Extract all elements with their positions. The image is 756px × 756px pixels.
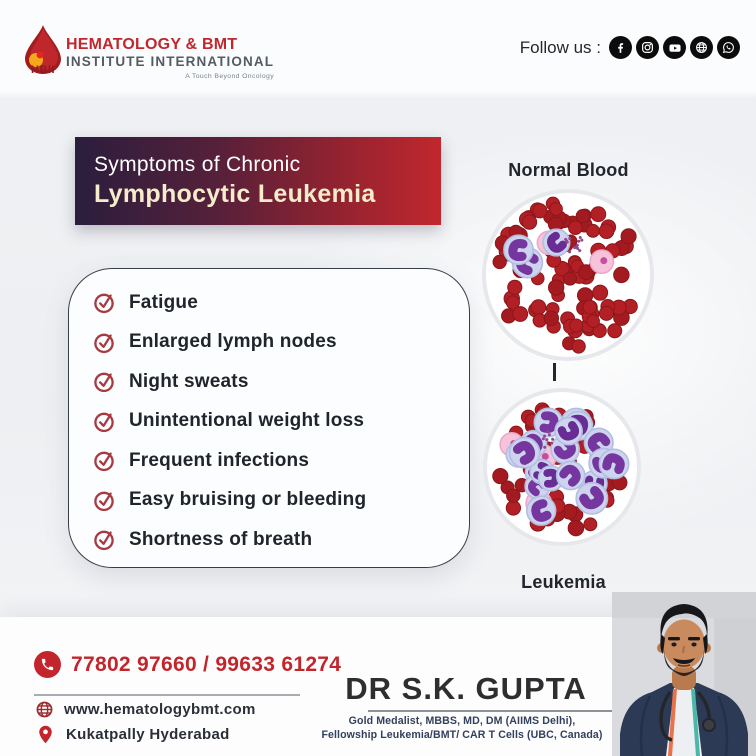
facebook-icon[interactable]	[609, 36, 632, 59]
social-icons	[609, 36, 740, 59]
check-icon	[93, 291, 116, 314]
check-icon	[93, 331, 116, 354]
symptom-item	[93, 362, 469, 402]
symptom-item	[93, 520, 469, 560]
brand-name: HEMATOLOGY & BMT	[66, 36, 238, 53]
brand-tagline: A Touch Beyond Oncology	[185, 72, 275, 80]
symptom-label: Enlarged lymph nodes	[129, 331, 337, 353]
doctor-credentials-line1: Gold Medalist, MBBS, MD, DM (AIIMS Delhi),	[348, 715, 576, 727]
leukemia-label: Leukemia	[521, 572, 606, 592]
doctor-credentials	[308, 715, 616, 743]
check-icon	[93, 410, 116, 433]
doctor-name-underline	[368, 710, 612, 712]
phone-icon	[34, 651, 61, 678]
symptom-item	[93, 481, 469, 521]
symptom-list	[93, 283, 469, 560]
title-line2: Lymphocytic Leukemia	[94, 180, 376, 208]
location-row	[38, 725, 230, 744]
follow-us-bar	[520, 36, 740, 59]
symptom-item	[93, 441, 469, 481]
doctor-credentials-line2: Fellowship Leukemia/BMT/ CAR T Cells (UBC, Canada)	[321, 728, 603, 741]
brand-subname: INSTITUTE INTERNATIONAL	[66, 54, 275, 70]
contact-divider	[34, 694, 300, 696]
leukemia-blood-image	[483, 388, 641, 546]
check-icon	[93, 528, 116, 551]
youtube-icon[interactable]	[663, 36, 686, 59]
check-icon	[93, 370, 116, 393]
brand-block	[66, 36, 274, 80]
symptom-item	[93, 323, 469, 363]
website-text: www.hematologybmt.com	[64, 701, 256, 718]
follow-us-label: Follow us :	[519, 37, 601, 57]
symptom-label: Frequent infections	[129, 449, 310, 471]
website-row[interactable]	[36, 701, 256, 718]
phone-row[interactable]	[34, 651, 341, 678]
globe-icon	[36, 701, 53, 718]
symptom-label: Fatigue	[129, 291, 198, 313]
title-line1: Symptoms of Chronic	[94, 153, 301, 176]
normal-blood-label: Normal Blood	[508, 160, 629, 180]
circle-connector-line	[553, 363, 556, 381]
symptoms-card	[68, 268, 470, 568]
doctor-name: DR S.K. GUPTA	[345, 671, 587, 706]
phone-numbers: 77802 97660 / 99633 61274	[71, 652, 342, 676]
symptom-label: Unintentional weight loss	[129, 410, 365, 432]
instagram-icon[interactable]	[636, 36, 659, 59]
symptom-item	[93, 283, 469, 323]
location-pin-icon	[38, 725, 53, 744]
logo-acronym: HBII	[31, 64, 55, 76]
symptom-label: Shortness of breath	[129, 528, 313, 550]
symptom-label: Night sweats	[129, 370, 249, 392]
location-text: Kukatpally Hyderabad	[66, 726, 230, 743]
symptom-item	[93, 402, 469, 442]
check-icon	[93, 489, 116, 512]
check-icon	[93, 449, 116, 472]
normal-blood-image	[482, 189, 654, 361]
globe-icon[interactable]	[690, 36, 713, 59]
title-banner	[75, 137, 441, 225]
symptom-label: Easy bruising or bleeding	[129, 489, 367, 511]
whatsapp-icon[interactable]	[717, 36, 740, 59]
doctor-photo	[612, 592, 756, 756]
